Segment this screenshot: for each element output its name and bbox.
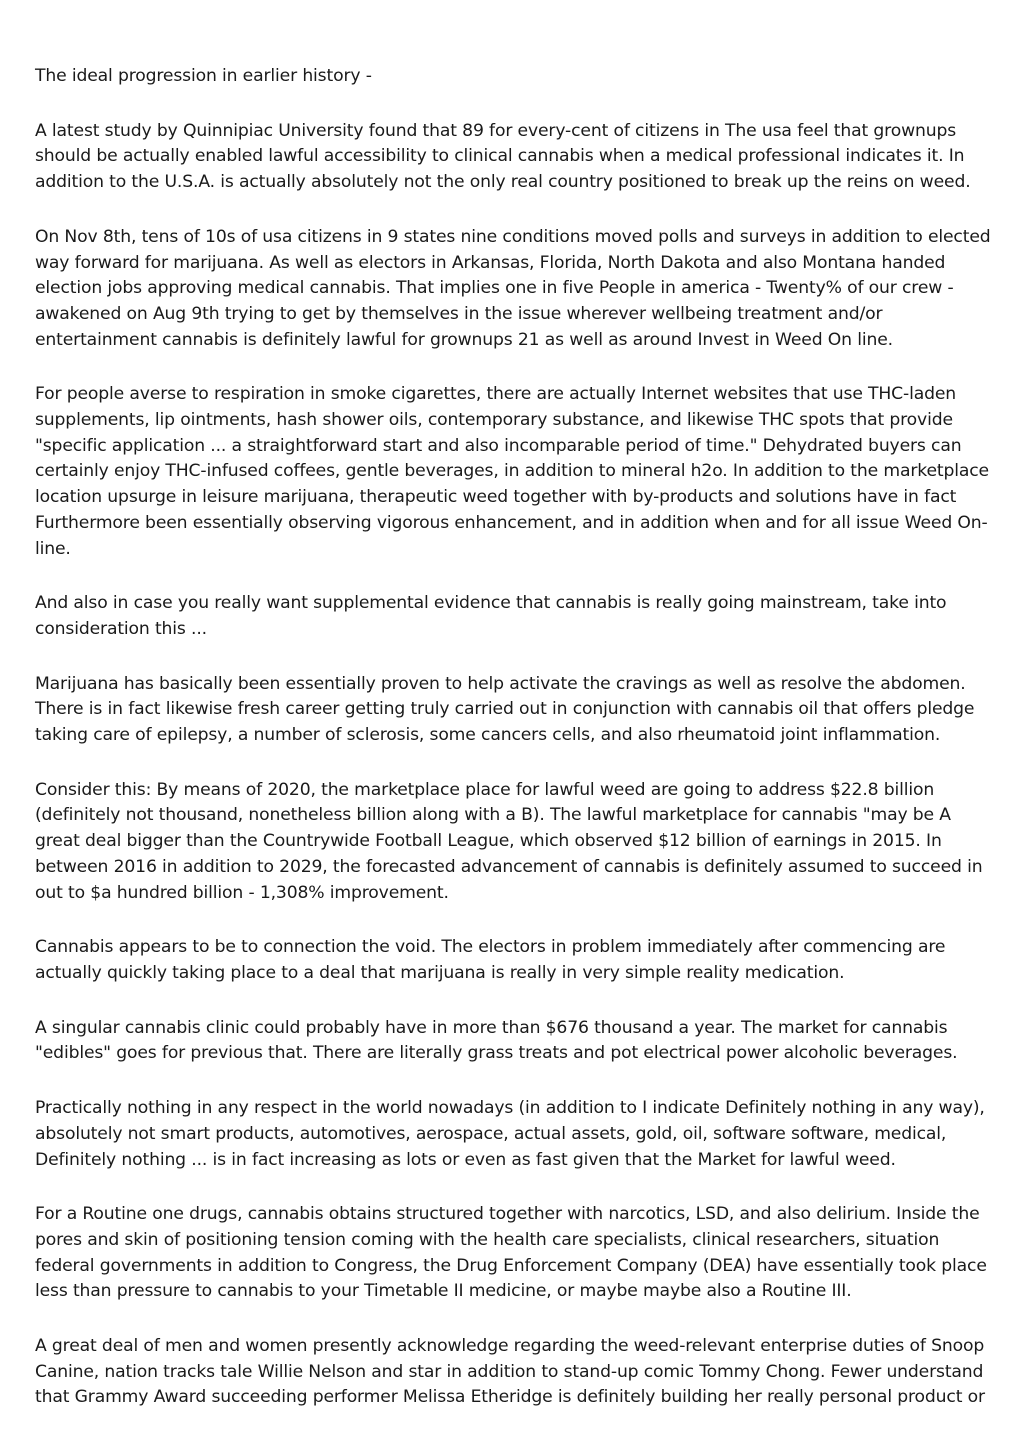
paragraph-market-size: Consider this: By means of 2020, the marketplace place for lawful weed are going to address $22.8 billion (definitely not thousand, nonetheless billion along with a B). The lawful marketplace for cannabis "may be A great deal bigger than the Countrywide Football League, which observed $12 billion of earnings in 2015. In between 2016 in addition to 2029, the forecasted advancement of cannabis is definitely assumed to succeed in out to $a hundred billion - 1,308% improvement.: [35, 779, 983, 903]
paragraph-mainstream-evidence: And also in case you really want supplemental evidence that cannabis is really going mainstream, take into consideration this ...: [35, 593, 947, 639]
paragraph-medical-benefits: Marijuana has basically been essentially proven to help activate the cravings as well as resolve the abdomen. There is in fact likewise fresh career getting truly carried out in conjunction with cannabis oil that offers pledge taking care of epilepsy, a number of sclerosis, some cancers cells, and also rheumatoid joint inflammation.: [35, 673, 975, 746]
paragraph-clinic-revenue: A singular cannabis clinic could probably have in more than $676 thousand a year. The market for cannabis "edibles" goes for previous that. There are literally grass treats and pot electrical power alcoholic beverages.: [35, 1017, 958, 1064]
paragraph-quinnipiac-study: A latest study by Quinnipiac University found that 89 for every-cent of citizens in The usa feel that grownups should be actually enabled lawful accessibility to clinical cannabis when a medical professional indicates it. In addition to the U.S.A. is actually absolutely not the only real country positioned to break up the reins on weed.: [35, 120, 971, 193]
intro-heading-line: The ideal progression in earlier history -: [35, 66, 372, 86]
paragraph-void-connection: Cannabis appears to be to connection the void. The electors in problem immediately after commencing are actually quickly taking place to a deal that marijuana is really in very simple reality medication.: [35, 937, 946, 983]
paragraph-celebrity-ventures: A great deal of men and women presently acknowledge regarding the weed-relevant enterprise duties of Snoop Canine, nation tracks tale Willie Nelson and star in addition to stand-up comic Tommy Chong. Fewer understand that Grammy Award succeeding performer Melissa Etheridge is definitely building her really personal product or: [35, 1336, 985, 1408]
paragraph-drug-schedule: For a Routine one drugs, cannabis obtains structured together with narcotics, LSD, and also delirium. Inside the pores and skin of positioning tension coming with the health care specialists, clinical researchers, situation federal governments in addition to Congress, the Drug Enforcement Company (DEA) have essentially took place less than pressure to cannabis to your Timetable II medicine, or maybe maybe also a Routine III.: [35, 1204, 987, 1302]
paragraph-thc-products: For people averse to respiration in smoke cigarettes, there are actually Internet websites that use THC-laden supplements, lip ointments, hash shower oils, contemporary substance, and likewise THC spots that provide "specific application ... a straightforward start and also incomparable period of time." Dehydrated buyers can certainly enjoy THC-infused coffees, gentle beverages, in addition to mineral h2o. In addition to the marketplace location upsurge in leisure marijuana, therapeutic weed together with by-products and solutions have in fact Furthermore been essentially observing vigorous enhancement, and in addition when and for all issue Weed On-line.: [35, 384, 989, 559]
paragraph-election-results: On Nov 8th, tens of 10s of usa citizens in 9 states nine conditions moved polls and surveys in addition to elected way forward for marijuana. As well as electors in Arkansas, Florida, North Dakota and also Montana handed election jobs approving medical cannabis. That implies one in five People in america - Twenty% of our crew - awakened on Aug 9th trying to get by themselves in the issue wherever wellbeing treatment and/or entertainment cannabis is definitely lawful for grownups 21 as well as around Invest in Weed On line.: [35, 226, 991, 350]
paragraph-market-growth: Practically nothing in any respect in the world nowadays (in addition to I indicate Definitely nothing in any way), absolutely not smart products, automotives, aerospace, actual assets, gold, oil, software software, medical, Definitely nothing ... is in fact increasing as lots or even as fast given that the Market for lawful weed.: [35, 1098, 985, 1170]
document-body: [35, 64, 995, 1440]
